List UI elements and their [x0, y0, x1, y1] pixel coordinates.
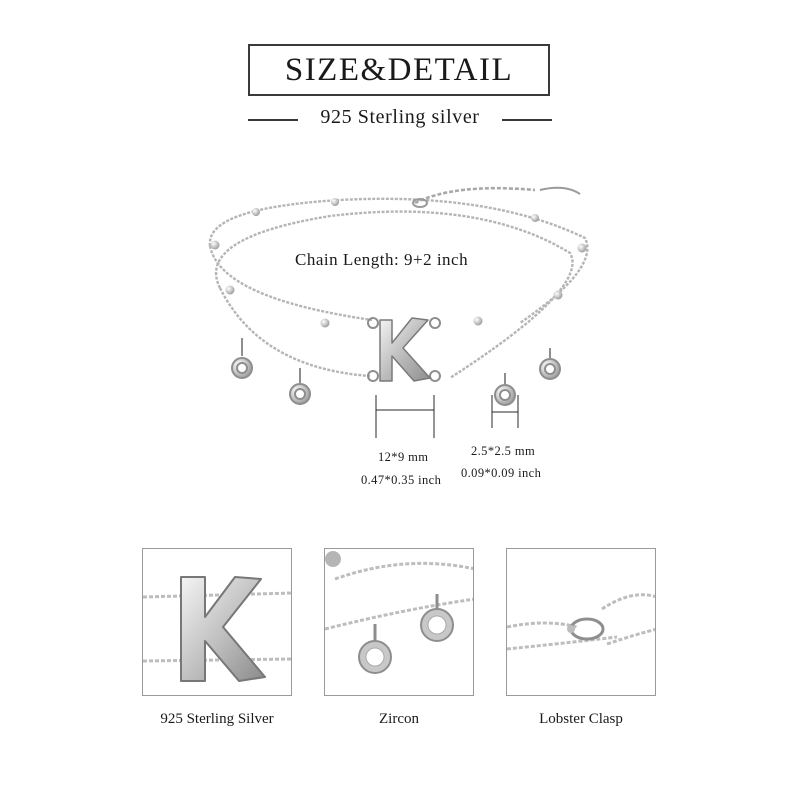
- stone-size-inch: 0.09*0.09 inch: [461, 466, 542, 480]
- title-box: [248, 44, 550, 96]
- chain-length-label: Chain Length: 9+2 inch: [295, 250, 469, 269]
- stone-size-mm: 2.5*2.5 mm: [471, 444, 536, 458]
- detail-panel-clasp: [506, 548, 656, 696]
- detail-panel-silver: [142, 548, 292, 696]
- dimension-markers: [370, 390, 570, 450]
- zircon-charm-closeup-icon: [325, 549, 474, 696]
- lobster-clasp-closeup-icon: [507, 549, 656, 696]
- letter-size-inch: 0.47*0.35 inch: [361, 473, 442, 487]
- extender-tag-icon: [540, 188, 580, 194]
- page-title: SIZE&DETAIL: [284, 51, 514, 88]
- caption-zircon: Zircon: [379, 711, 419, 727]
- caption-clasp: Lobster Clasp: [539, 711, 623, 727]
- caption-silver: 925 Sterling Silver: [160, 711, 274, 727]
- letter-k-closeup-icon: [143, 549, 292, 696]
- letter-size-mm: 12*9 mm: [378, 450, 429, 464]
- letter-k-pendant: [368, 318, 440, 381]
- subtitle-rule-right: [502, 119, 552, 121]
- bracelet-illustration: [190, 178, 610, 418]
- subtitle: 925 Sterling silver: [320, 106, 480, 128]
- detail-panel-zircon: [324, 548, 474, 696]
